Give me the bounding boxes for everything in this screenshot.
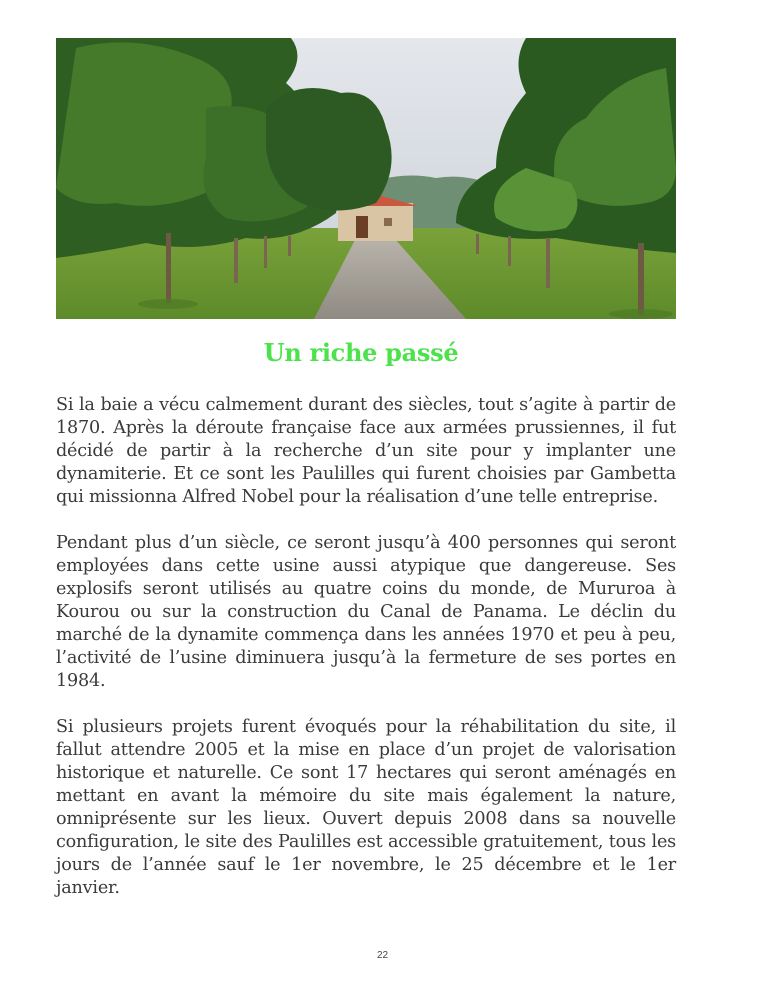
paragraph-1: Si la baie a vécu calmement durant des siècles, tout s’agite à partir de 1870. Après la déroute française face aux armées prussiennes, il fut décidé de partir à la recherche d’un site pour y implanter une dynamiterie. Et ce sont les Paulilles qui furent choisies par Gambetta qui missionna Alfred Nobel pour la réalisation d’une telle entreprise. [56,395,676,507]
article-body [56,394,676,923]
page-number: 22 [376,950,389,961]
section-title: Un riche passé [263,338,459,367]
paragraph-2: Pendant plus d’un siècle, ce seront jusqu’à 400 personnes qui seront employées dans cette usine aussi atypique que dangereuse. Ses explosifs seront utilisés au quatre coins du monde, de Mururoa à Kourou ou sur la construction du Canal de Panama. Le déclin du marché de la dynamite commença dans les années 1970 et peu à peu, l’activité de l’usine diminuera jusqu’à la fermeture de ses portes en 1984. [56,533,676,691]
paragraph-3: Si plusieurs projets furent évoqués pour la réhabilitation du site, il fallut attendre 2005 et la mise en place d’un projet de valorisation historique et naturelle. Ce sont 17 hectares qui seront aménagés en mettant en avant la mémoire du site mais également la nature, omniprésente sur les lieux. Ouvert depuis 2008 dans sa nouvelle configuration, le site des Paulilles est accessible gratuitement, tous les jours de l’année sauf le 1er novembre, le 25 décembre et le 1er janvier. [56,717,676,898]
orchard-photo [56,38,676,319]
